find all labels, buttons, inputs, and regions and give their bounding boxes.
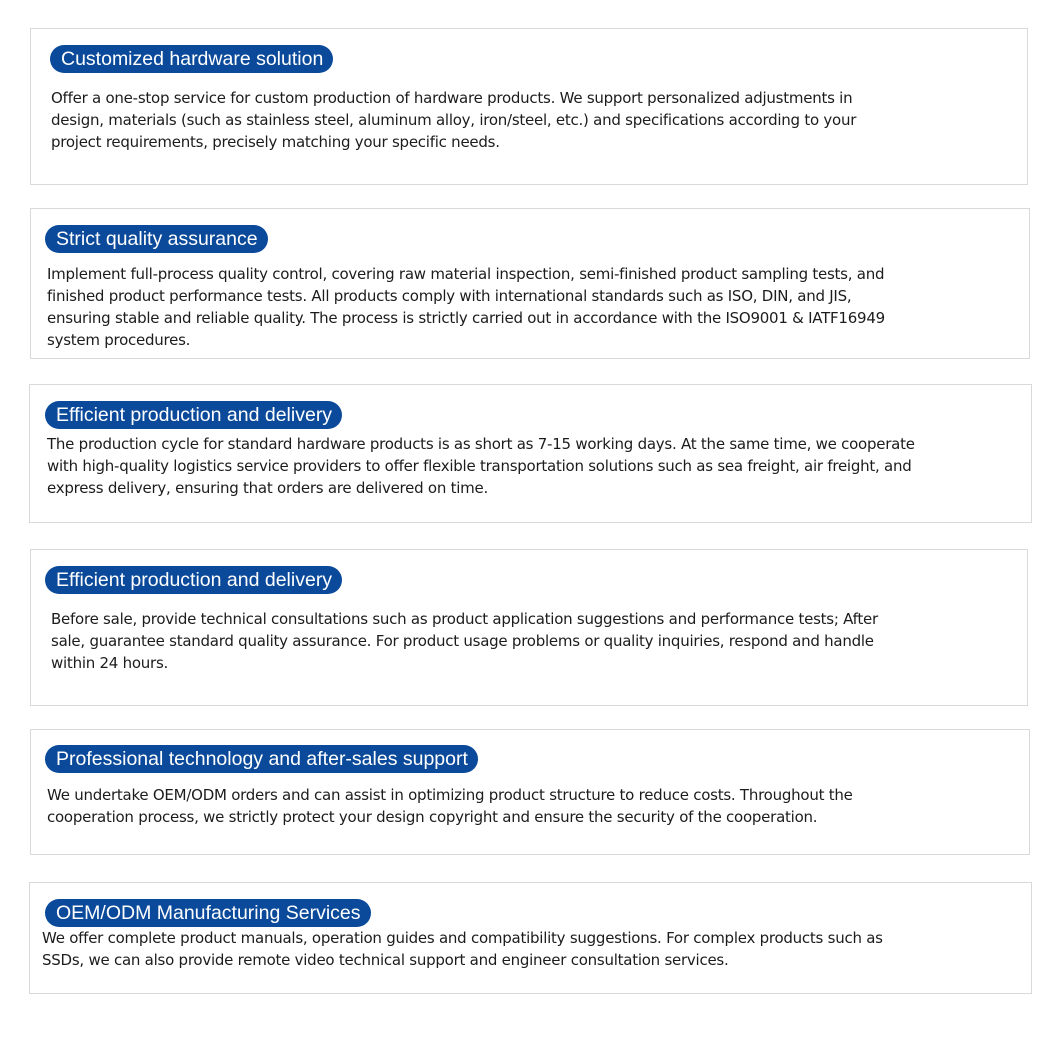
section-description: Before sale, provide technical consultations such as product application suggestions and performance tests; After sale, guarantee standard quality assurance. For product usage problems or quality inquiries, respond and handle within 24 hours. — [51, 610, 878, 672]
section-description: Offer a one-stop service for custom production of hardware products. We support personalized adjustments in design, materials (such as stainless steel, aluminum alloy, iron/steel, etc.) and specifications according to your project requirements, precisely matching your specific needs. — [51, 89, 857, 151]
section-description: The production cycle for standard hardware products is as short as 7-15 working days. At the same time, we cooperate with high-quality logistics service providers to offer flexible transportation solutions such as sea freight, air freight, and express delivery, ensuring that orders are delivered on time. — [47, 435, 915, 497]
section-title-badge: Customized hardware solution — [50, 45, 333, 73]
section-description: We undertake OEM/ODM orders and can assist in optimizing product structure to reduce costs. Throughout the cooperation process, we strictly protect your design copyright and ensure the security of the cooperation. — [47, 786, 853, 826]
section-title-badge: Efficient production and delivery — [45, 566, 342, 594]
section-title-badge: OEM/ODM Manufacturing Services — [45, 899, 371, 927]
section-title-badge: Efficient production and delivery — [45, 401, 342, 429]
section-description: Implement full-process quality control, covering raw material inspection, semi-finished product sampling tests, and finished product performance tests. All products comply with international standards such as ISO, DIN, and JIS, ensuring stable and reliable quality. The process is strictly carried out in accordance with the ISO9001 & IATF16949 system procedures. — [47, 265, 885, 349]
section-title-badge: Strict quality assurance — [45, 225, 268, 253]
section-description: We offer complete product manuals, operation guides and compatibility suggestions. For complex products such as SSDs, we can also provide remote video technical support and engineer consultation services. — [42, 929, 883, 969]
section-title-badge: Professional technology and after-sales support — [45, 745, 478, 773]
